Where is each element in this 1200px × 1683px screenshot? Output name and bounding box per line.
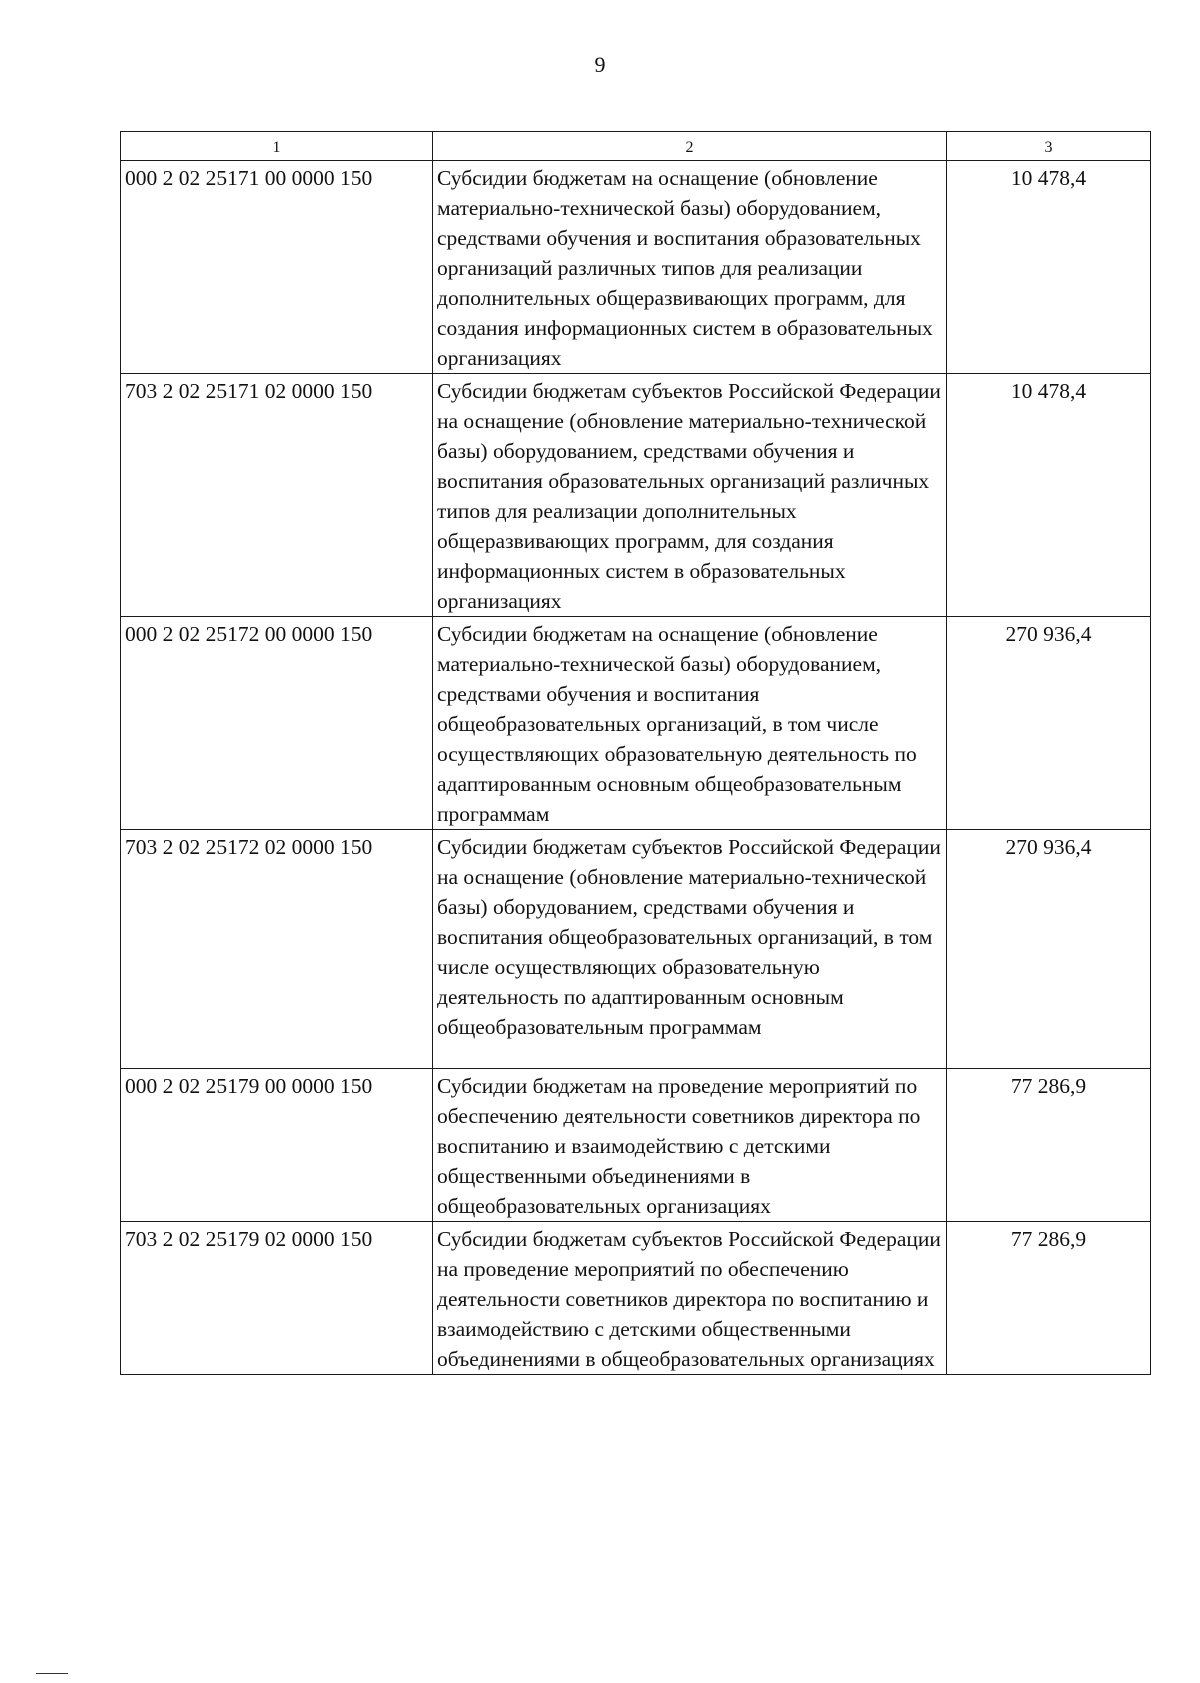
budget-code-cell: 000 2 02 25179 00 0000 150 xyxy=(121,1069,433,1222)
revenue-name-cell: Субсидии бюджетам субъектов Российской Федерации на проведение мероприятий по обеспечению деятельности советников директора по воспитанию и взаимодействию с детскими общественными объединениями в общеобразовательных организациях xyxy=(433,1222,947,1375)
amount-cell: 77 286,9 xyxy=(947,1222,1151,1375)
column-header-code: 1 xyxy=(121,132,433,161)
revenue-name-cell: Субсидии бюджетам субъектов Российской Федерации на оснащение (обновление материально-технической базы) оборудованием, средствами обучения и воспитания общеобразовательных организаций, в том числе осуществляющих образовательную деятельность по адаптированным основным общеобразовательным программам xyxy=(433,830,947,1069)
amount-cell: 10 478,4 xyxy=(947,374,1151,617)
table-row xyxy=(121,1222,1151,1375)
budget-table xyxy=(120,131,1151,1375)
budget-code-cell: 000 2 02 25171 00 0000 150 xyxy=(121,161,433,374)
revenue-name-cell: Субсидии бюджетам на оснащение (обновление материально-технической базы) оборудованием, средствами обучения и воспитания общеобразовательных организаций, в том числе осуществляющих образовательную деятельность по адаптированным основным общеобразовательным программам xyxy=(433,617,947,830)
budget-code-cell: 703 2 02 25172 02 0000 150 xyxy=(121,830,433,1069)
amount-cell: 77 286,9 xyxy=(947,1069,1151,1222)
page-number: 9 xyxy=(594,52,606,77)
amount-cell: 10 478,4 xyxy=(947,161,1151,374)
revenue-name-cell: Субсидии бюджетам на оснащение (обновление материально-технической базы) оборудованием, средствами обучения и воспитания образовательных организаций различных типов для реализации дополнительных общеразвивающих программ, для создания информационных систем в образовательных организациях xyxy=(433,161,947,374)
table-row xyxy=(121,617,1151,830)
budget-code-cell: 703 2 02 25179 02 0000 150 xyxy=(121,1222,433,1375)
footer-line-mark xyxy=(36,1673,68,1674)
budget-code-cell: 000 2 02 25172 00 0000 150 xyxy=(121,617,433,830)
revenue-name-cell: Субсидии бюджетам субъектов Российской Федерации на оснащение (обновление материально-технической базы) оборудованием, средствами обучения и воспитания образовательных организаций различных типов для реализации дополнительных общеразвивающих программ, для создания информационных систем в образовательных организациях xyxy=(433,374,947,617)
amount-cell: 270 936,4 xyxy=(947,830,1151,1069)
table-header-row xyxy=(121,132,1151,161)
table-row xyxy=(121,1069,1151,1222)
revenue-name-cell: Субсидии бюджетам на проведение мероприятий по обеспечению деятельности советников директора по воспитанию и взаимодействию с детскими общественными объединениями в общеобразовательных организациях xyxy=(433,1069,947,1222)
table-row xyxy=(121,161,1151,374)
table-row xyxy=(121,374,1151,617)
table-row xyxy=(121,830,1151,1069)
column-header-amount: 3 xyxy=(947,132,1151,161)
budget-code-cell: 703 2 02 25171 02 0000 150 xyxy=(121,374,433,617)
amount-cell: 270 936,4 xyxy=(947,617,1151,830)
column-header-name: 2 xyxy=(433,132,947,161)
